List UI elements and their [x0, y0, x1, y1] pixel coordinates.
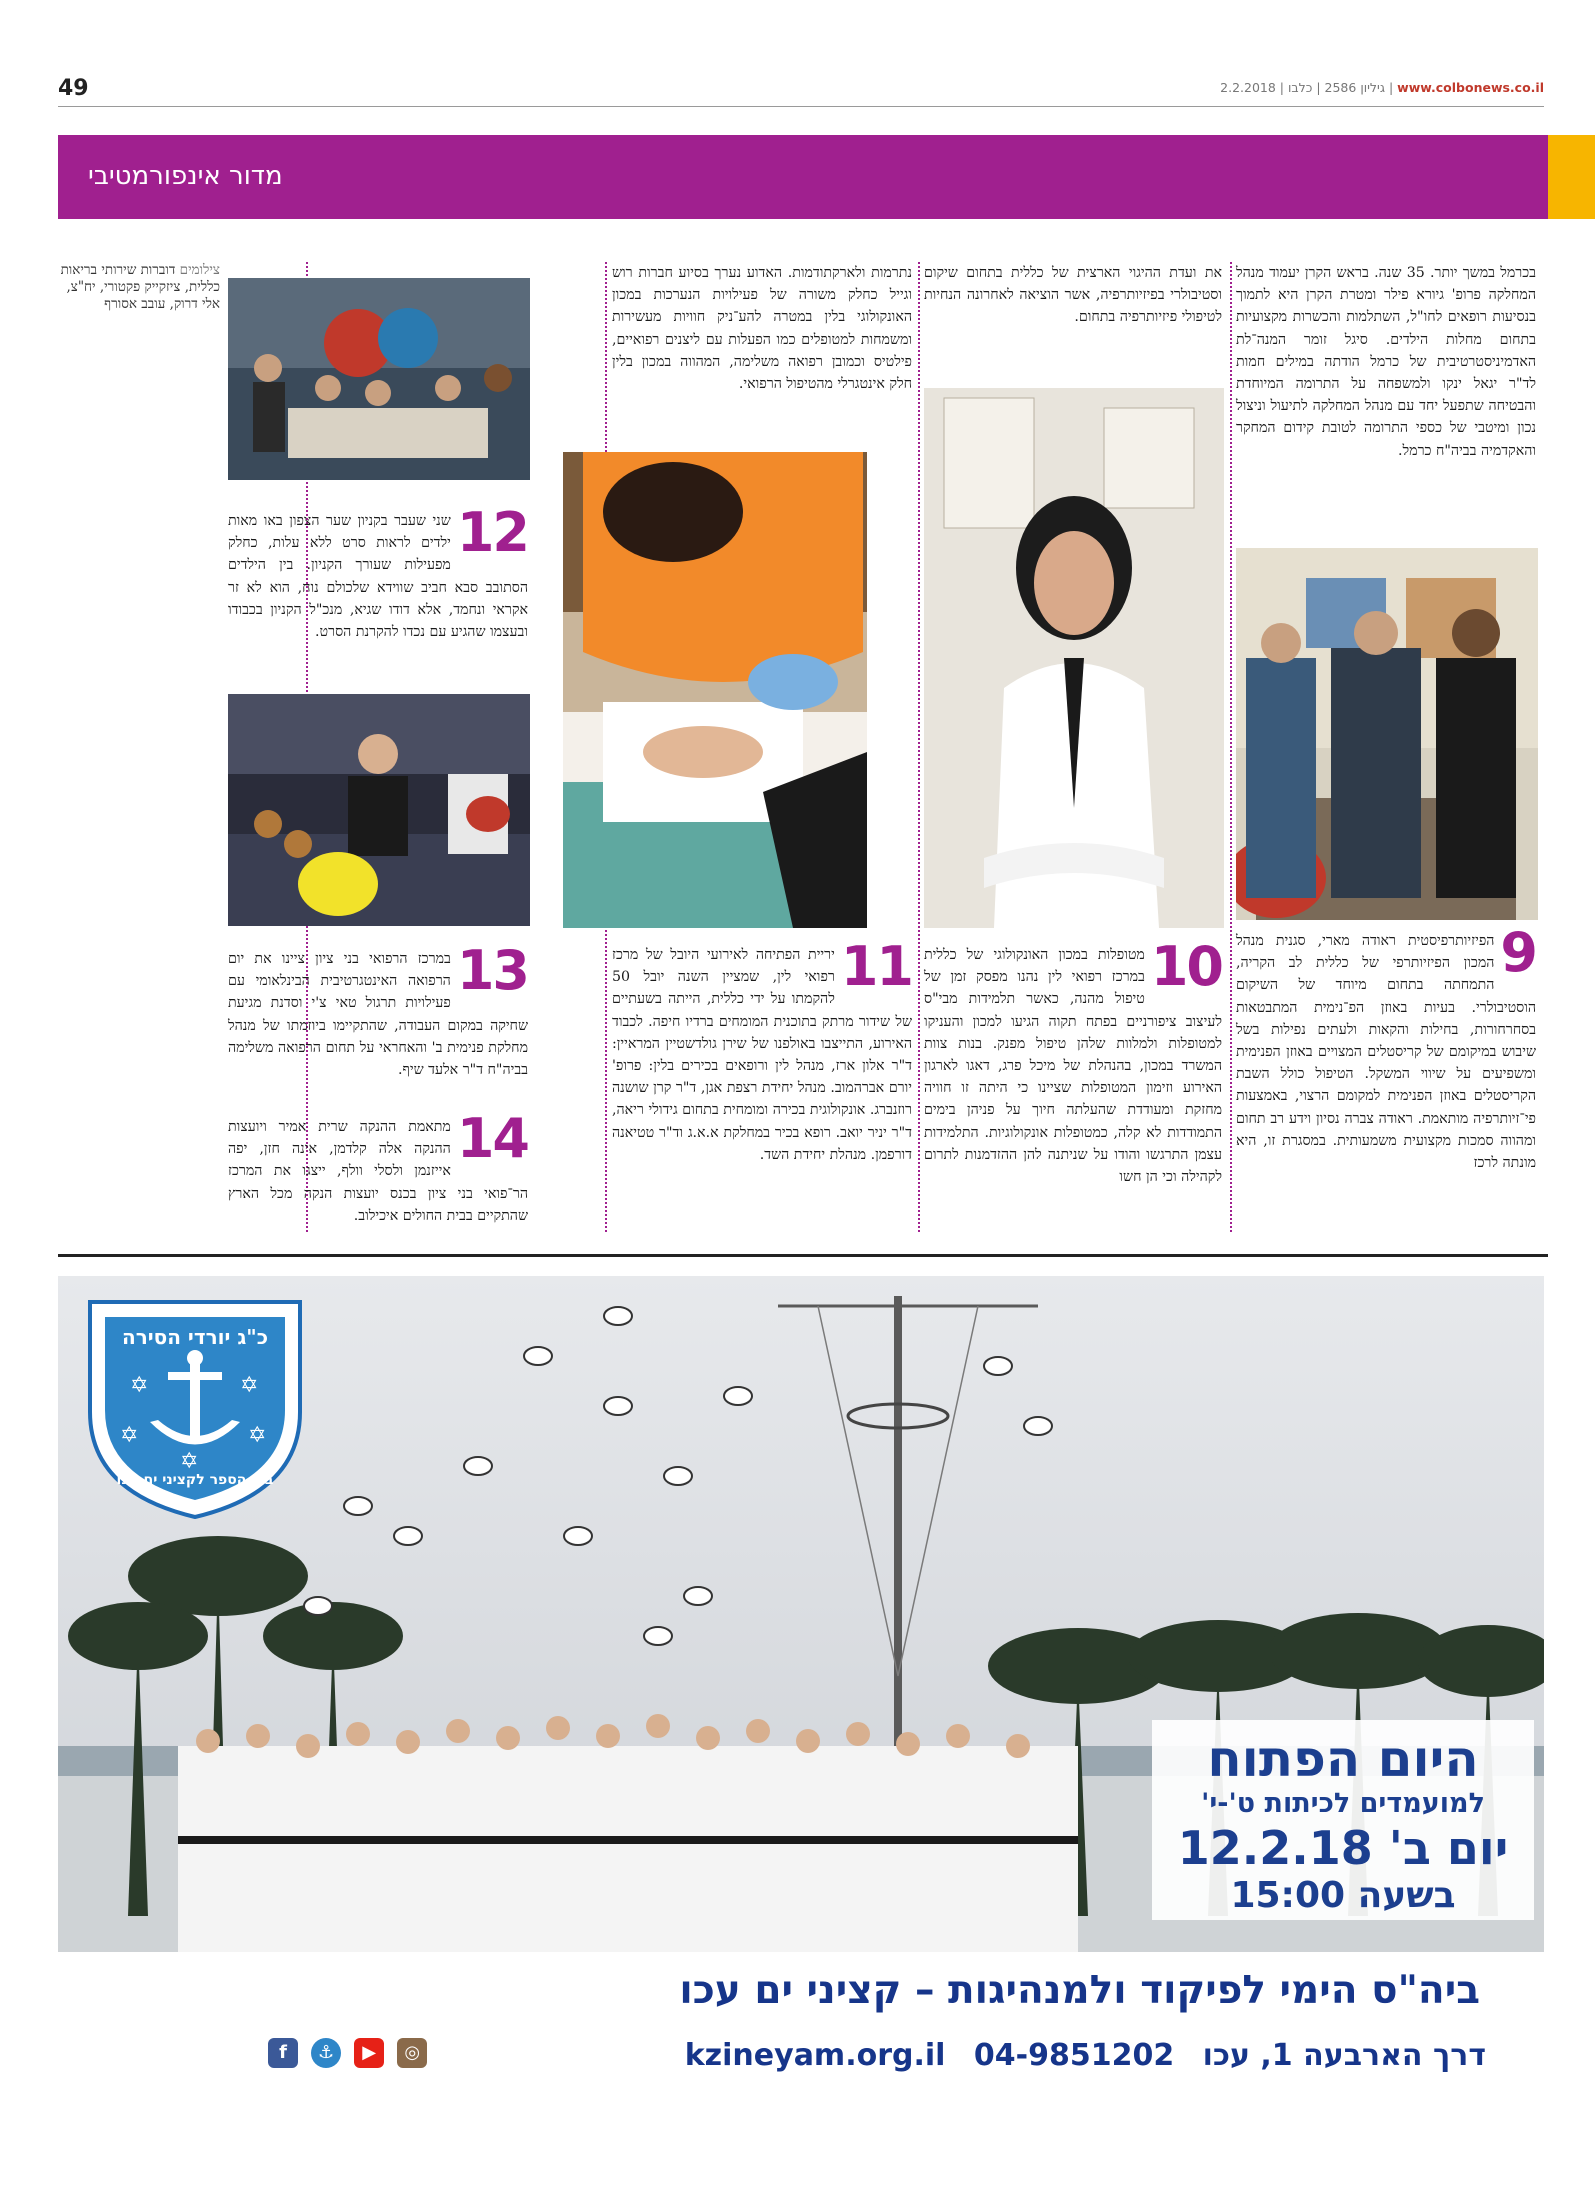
- school-logo-icon: ⚓: [311, 2038, 341, 2068]
- column-separator: [918, 262, 920, 1232]
- svg-text:✡: ✡: [248, 1423, 267, 1448]
- school-name: ביה"ס הימי לפיקוד ולמנהיגות – קציני ים עכו: [679, 1968, 1480, 2013]
- banner-accent: [1548, 135, 1595, 219]
- item-number: 13: [456, 939, 528, 1002]
- item-text: יריית הפתיחה לאירועי היובל של מרכז רפואי לין, שמציין השנה יובל 50 להקמתו על ידי כללית, הייתה בשעתיים של שידור מרתק בתוכנית המומחים ברדיו חיפה. לכבוד האירוע, התייצבו באולפנו של שירן גולדשטיין המראיין: ד"ר אלון ארז, מנהל לין ורופאים בכירים בלין: פרופ' יורם אברהמוב. מנהל יחידת רצפת אגן, ד"ר קרן שושנה רוזנברג. אונקולוגית בכירה ומומחית בתחום גידולי ריאה, ד"ר יניר יואב. רופא בכיר במחלקת א.א.ג וד"ר טטיאנה דורפמן. מנהלת יחידת השד.: [612, 947, 912, 1163]
- photo-donation-handshake: [1236, 548, 1538, 920]
- emblem-bottom-text: בית הספר לקציני ים עכו: [116, 1472, 274, 1488]
- svg-text:✡: ✡: [240, 1373, 259, 1398]
- section-banner: [58, 135, 1548, 219]
- svg-text:✡: ✡: [120, 1423, 139, 1448]
- open-day-box: [1152, 1720, 1534, 1920]
- column-1-text: [1236, 262, 1536, 462]
- credit-text: דוברות שירותי בריאות כללית, ציזקייק פקטורי, יח"צ, אלי דרוק, עובב אסורף: [60, 262, 220, 312]
- svg-text:✡: ✡: [130, 1373, 149, 1398]
- item-number: 11: [840, 935, 912, 998]
- photo-mall-movie-screening: [228, 694, 530, 926]
- column-separator: [1230, 262, 1232, 1232]
- page-number: 49: [58, 76, 89, 101]
- article-text: את ועדת ההיגוי הארצית של כללית בתחום שיקום וסטיבולרי בפיזיותרפיה, אשר הוציאה לאחרונה הנחיות לטיפולי פיזיותרפיה בתחום.: [924, 265, 1222, 326]
- header-paper: כלבו: [1288, 80, 1313, 95]
- news-item-12: [228, 501, 528, 643]
- credit-label: צילומים: [179, 262, 220, 278]
- header-divider: [58, 106, 1544, 107]
- news-item-9: [1236, 921, 1536, 1174]
- header-date: 2.2.2018: [1220, 80, 1276, 95]
- photo-manicure-treatment: [563, 452, 867, 928]
- item-number: 10: [1150, 935, 1222, 998]
- ad-contact-line: [667, 2038, 1486, 2073]
- emblem-top-text: כ"ג יורדי הסירה: [121, 1325, 269, 1349]
- open-day-title: היום הפתוח: [1207, 1730, 1479, 1788]
- news-item-11: [612, 935, 912, 1166]
- news-item-10: [924, 935, 1222, 1188]
- youtube-icon[interactable]: ▶: [354, 2038, 384, 2068]
- story-divider: [58, 1254, 1548, 1257]
- ad-address: דרך הארבעה 1, עכו: [1202, 2038, 1486, 2073]
- header-meta: 2.2.2018 | גיליון 2586 | כלבו | www.colbonews.co.il: [1220, 80, 1544, 95]
- open-day-audience: למועמדים לכיתות ט'-י': [1201, 1788, 1485, 1819]
- column-3-text: [612, 262, 912, 395]
- item-text: הפיזיותרפיסטית ראודה מארי, סגנית מנהל המכון הפיזיותרפי של כללית לב הקריה, התמחתה בתחום מיוחד של השיקום הוסטיבולרי. בעיות באוזן הפ־נימית המתבטאות בסחרחורות, בחילות והקאות ולעתים נפילות בשל שיבוש במיקומם של קריסטלים המצויים באוזן הפנימית ומשפיעים על שיווי המשקל. הטיפול כולל השבת הקריסטלים באוזן הפנימית למקומם הרצוי, באמצעות פי־זיותרפיה מותאמת. ראודה צברה נסיון וידע רב תחום ומהווה סמכות מקצועית משמעותית. במסגרת זו, היא מונתה לרכז: [1236, 933, 1536, 1172]
- open-day-date: יום ב' 12.2.18: [1177, 1821, 1509, 1875]
- header-site-link[interactable]: www.colbonews.co.il: [1397, 80, 1544, 95]
- ad-website[interactable]: kzineyam.org.il: [684, 2038, 946, 2073]
- photo-credit: [60, 262, 220, 313]
- item-text: מטופלות במכון האונקולוגי של כללית במרכז רפואי לין נהנו מפסק זמן של טיפול מהנה, כאשר תלמידות מבי"ס לעיצוב ציפורניים בפתח תקוה הגיעו למכון והעניקו למטופלות ולמלוות שלהן טיפול מפנק. בנות צוות המשרד במכון, בהנהלת של מיכל פרג, דאגו לארגון האירוע וזימון המטופלות שציינו כי היתה זו חוויה מחזקת ומעודדת שהעלתה חיוך על פניהן בימים התמודדות לא קלה, כמטופלות אונקולוגיות. התלמידות עצמן התרגשו והודו על שניתנה להן ההזדמנות לתרום לקהילה וכי הן חשו: [924, 947, 1222, 1186]
- item-number: 12: [456, 501, 528, 564]
- open-day-time: בשעה 15:00: [1230, 1875, 1456, 1916]
- instagram-icon[interactable]: ◎: [397, 2038, 427, 2068]
- item-text: מתאמת ההנקה שרית אמיר ויועצות ההנקה אלה קלדמן, אינה חזן, יפה אייזנמן ולסלי וולף, ייצגו את המרכז הר־פואי בני ציון בכנס יועצות הנקה מכל הארץ שהתקיים בבית החולים איכילוב.: [228, 1119, 528, 1224]
- article-text: נתרמות ולארקתודמות. האדוע נערך בסיוע חברות רוש וגייל כחלק משורה של פעילויות הנערכות במכון האונקולוגי בלין במטרה להע־ניק חוויות מעשירות ומשמחות למטופלים כמו הפעלות עם ליצנים רפואיים, פילטיס וכמובן רפואה משלימה, המהווה במכון בלין חלק אינטגרלי מהטיפול הרפואי.: [612, 265, 912, 393]
- ad-phone[interactable]: 04-9851202: [973, 2038, 1175, 2073]
- social-icons: [268, 2038, 435, 2068]
- facebook-icon[interactable]: f: [268, 2038, 298, 2068]
- article-text: בכרמל במשך יותר. 35 שנה. בראש הקרן יעמוד מנהל המחלקה פרופ' גיורא פילר ומטרת הקרן היא לתמוך בנסיעות רופאים לחו"ל, השתלמות והכשרות מקצועיות בתחום מחלות הילדים. סיגל זומר המנה־לת האדמיניסטרטיבית של כרמל הודתה במילים חמות לד"ר יגאל ינקו ולמשפחה על התרומה המיוחדת והבטיחה שתפעל יחד עם מנהל המחלקה לתיעול וניצול נכון ומיטבי של כספי התרומה לטובת קידום המחקר והאקדמיה בביה"ח כרמל.: [1236, 265, 1537, 459]
- news-item-13: [228, 939, 528, 1081]
- school-emblem: [80, 1292, 310, 1522]
- naval-school-advertisement: [58, 1276, 1544, 2112]
- page-header: [58, 74, 1544, 104]
- column-2-text: [924, 262, 1222, 329]
- photo-physiotherapist-portrait: [924, 388, 1224, 928]
- svg-text:✡: ✡: [180, 1449, 199, 1474]
- header-issue: גיליון 2586: [1324, 80, 1385, 95]
- section-title: מדור אינפורמטיבי: [88, 161, 283, 191]
- item-text: במרכז הרפואי בני ציון ציינו את יום הרפואה האינטגרטיבית הבינלאומי עם פעילויות תרגול טאי צ'י וסדנת מגיעת שחיקה במקום העבודה, שהתקיימו ביוזמתו של מנהל מחלקת פנימית ב' והאחראי על תחום הרפואה משלימה בביה"ח ד"ר אלעד שיף.: [228, 951, 528, 1079]
- photo-radio-studio: [228, 278, 530, 480]
- item-number: 9: [1500, 921, 1536, 984]
- item-number: 14: [456, 1107, 528, 1170]
- news-item-14: [228, 1107, 528, 1227]
- item-text: שני שעבר בקניון שער הצפון באו מאות ילדים לראות סרט ללא עלות, כחלק מפעילות שעורך הקניון. בין הילדים הסתובב סבא חביב שווידא שלכולם נוח, הוא לא זר אקראי ונחמד, אלא דודו שגיא, מנכ"ל הקניון בכבודו ובעצמו שהגיע עם נכדו להקרנת הסרט.: [228, 513, 528, 641]
